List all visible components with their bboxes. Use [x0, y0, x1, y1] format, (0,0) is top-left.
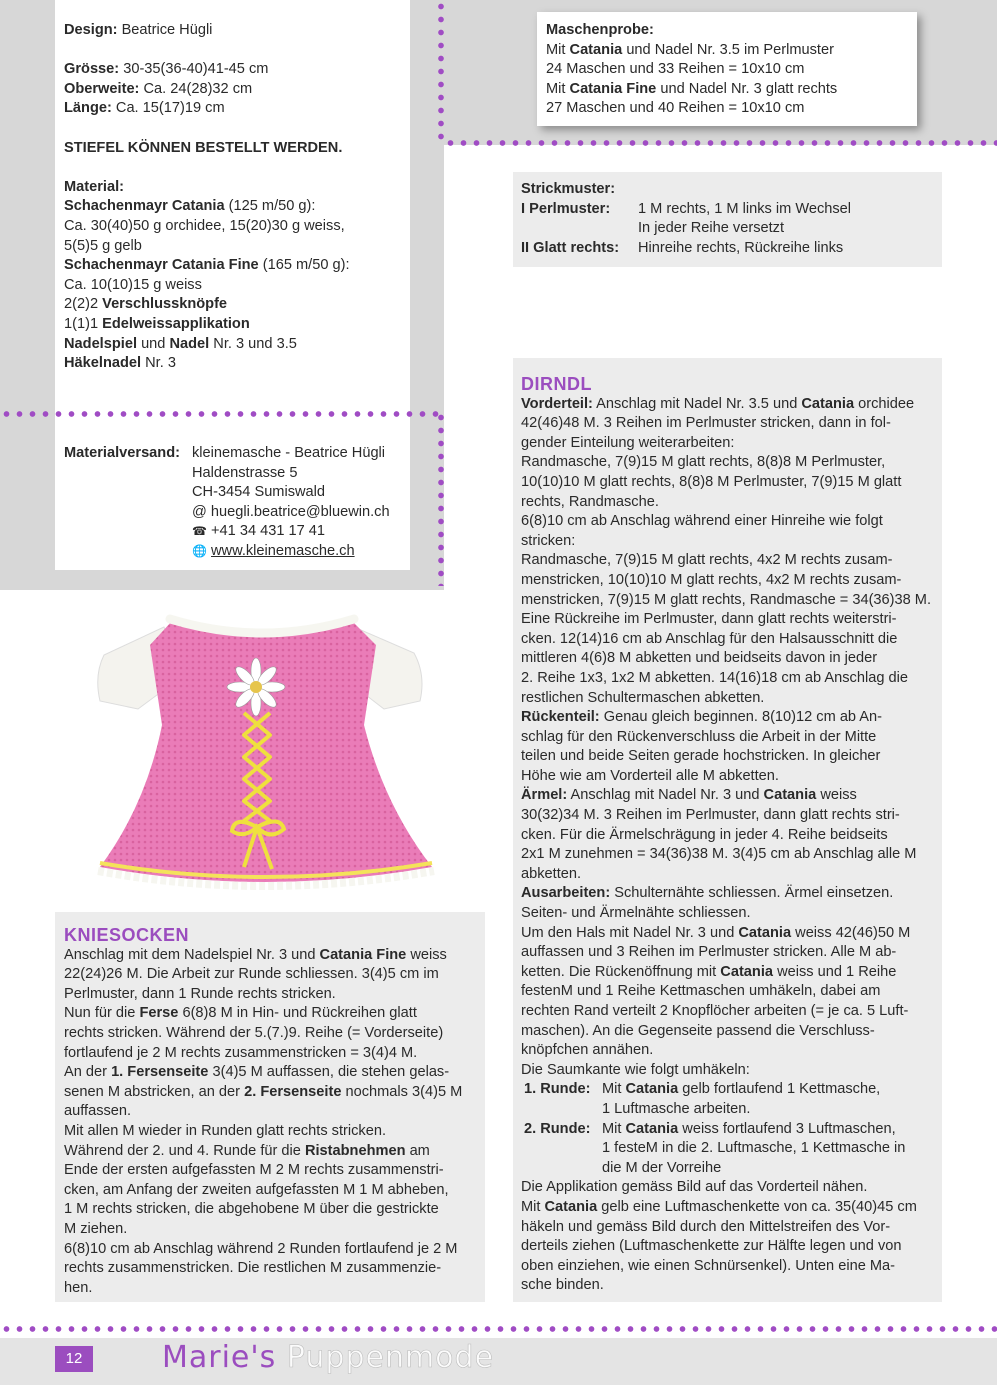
info-text: Design: Beatrice Hügli Grösse: 30-35(36-40)41-45 cm Oberweite: Ca. 24(28)32 cm Länge: Ca. 15(17)19 cm STIEFEL KÖNNEN BESTELLT WERDEN. Material: Schachenmayr Catania (125 m/50 g): Ca. 30(40)50 g orchidee, 15(20)30 g weiss, 5(5)5 g gelb Schachenmayr Catania Fine (165 m/50 g): Ca. 10(10)15 g weiss 2(2)2 Verschlussknöpfe 1(1)1 Edelweissapplikation Nadelspiel und Nadel Nr. 3 und 3.5 Häkelnadel Nr. 3 — [64, 21, 409, 374]
round-2: 2. Runde: Mit Catania weiss fortlaufend 3 Luftmaschen, — [524, 1120, 896, 1137]
text-line: auffassen und 3 Reihen im Perlmuster stricken. Alle M ab- — [521, 944, 897, 961]
text-line: Perlmuster, dann 1 Runde rechts stricken. — [64, 985, 336, 1002]
text-line: 42(46)48 M. 3 Reihen im Perlmuster stricken, dann in fol- — [521, 415, 891, 432]
text-line: An der 1. Fersenseite 3(4)5 M auffassen, die stehen gelas- — [64, 1064, 450, 1081]
text-line: 6(8)10 cm ab Anschlag während 2 Runden fortlaufend je 2 M — [64, 1240, 458, 1257]
phone-icon: ☎ — [192, 524, 207, 539]
text-line: Um den Hals mit Nadel Nr. 3 und Catania weiss 42(46)50 M — [521, 924, 911, 941]
text-line: 22(24)26 M. Die Arbeit zur Runde schliessen. 3(4)5 cm im — [64, 966, 439, 983]
footer-bar — [0, 1338, 997, 1385]
text-line: Ende der ersten aufgefassten M 2 M rechts zusammenstri- — [64, 1162, 444, 1179]
text-line: Randmasche, 7(9)15 M glatt rechts, 4x2 M rechts zusam- — [521, 552, 893, 569]
text-line: knöpfchen annähen. — [521, 1042, 654, 1059]
text-line: 1 M rechts stricken, die abgehobene M über die gestrickte — [64, 1201, 439, 1218]
gray-frame-left-top — [0, 0, 55, 420]
dirndl-section: DIRNDL Vorderteil: Anschlag mit Nadel Nr. 3.5 und Catania orchidee 42(46)48 M. 3 Reihen im Perlmuster stricken, dann in fol- gender Einteilung weiterarbeiten: Randmasche, 7(9)15 M glatt rechts, 8(8)8 M Perlmuster, 10(10)10 M glatt rechts, 8(8)8 M Perlmuster, 7(9)15 M glatt rechts, Randmasche. 6(8)10 cm ab Anschlag während einer Hinreihe wie folgt stricken: Randmasche, 7(9)15 M glatt rechts, 4x2 M rechts zusam- menstricken, 10(10)10 M glatt rechts, 4x2 M rechts zusam- menstricken, 7(9)15 M glatt rechts, Randmasche = 34(36)38 M. Eine Rückreihe im Perlmuster, dann glatt rechts weiterstri- cken. 12(14)16 cm ab Anschlag für den Halsausschnitt die mittleren 4(6)8 M abketten und beidseits davon in jeder 2. Reihe 1x3, 1x2 M abketten. 14(16)18 cm ab Anschlag die restlichen Schultermaschen abketten. Rückenteil: Genau gleich beginnen. 8(10)12 cm ab An- schlag für den Rückenverschluss die Arbeit in der Mitte teilen und beide Seiten gerade hochstricken. In gleicher Höhe wie am Vorderteil alle M abketten. Ärmel: Anschlag mit Nadel Nr. 3 und Catania weiss 30(32)34 M. 3 Reihen im Perlmuster, dann glatt rechts stri- cken. Für die Ärmelschrägung in jeder 4. Reihe beidseits 2x1 M zunehmen = 34(36)38 M. 3(4)5 cm ab Anschlag alle M abketten. Ausarbeiten: Schulternähte schliessen. Ärmel einsetzen. Seiten- und Ärmelnähte schliessen. Um den Hals mit Nadel Nr. 3 und Catania weiss 42(46)50 M auffassen und 3 Reihen im Perlmuster stricken. Alle M ab- ketten. Die Rückenöffnung mit Catania weiss und 1 Reihe festenM und 1 Reihe Kettmaschen umhäkeln, dabei am rechten Rand verteilt 2 Knopflöcher arbeiten (= je ca. 5 Luft- maschen). An die Gegenseite passend die Verschluss- knöpfchen annähen. Die Saumkante wie folgt umhäkeln: 1. Runde: Mit Catania gelb fortlaufend 1 Kettmasche, 1 Luftmasche arbeiten. 2. Runde: Mit Catania weiss fortlaufend 3 Luftmaschen, 1 festeM in die 2. Luftmasche, 1 Kettmasche in die M der Vorreihe Die Applikation gemäss Bild auf das Vorderteil nähen. Mit Catania gelb eine Luftmaschenkette von ca. 35(40)45 cm häkeln und gemäss Bild durch den Mittelstreifen des Vor- derteils ziehen (Luftmaschenkette zur Hälfte legen und von oben einziehen, wie einen Schnürsenkel). Unten eine Ma- sche binden. — [521, 375, 934, 1296]
text-line: Anschlag mit dem Nadelspiel Nr. 3 und Catania Fine weiss — [64, 946, 447, 963]
text-line: teilen und beide Seiten gerade hochstricken. In gleicher — [521, 748, 881, 765]
text-line: menstricken, 7(9)15 M glatt rechts, Randmasche = 34(36)38 M. — [521, 591, 932, 608]
text-line: Mit allen M wieder in Runden glatt rechts stricken. — [64, 1122, 387, 1139]
text-line: abketten. — [521, 865, 582, 882]
footer-brand: Marie's Puppenmode — [162, 1340, 495, 1375]
text-line: 2x1 M zunehmen = 34(36)38 M. 3(4)5 cm ab Anschlag alle M — [521, 846, 917, 863]
text-line: gender Einteilung weiterarbeiten: — [521, 434, 735, 451]
gauge-text: Maschenprobe: Mit Catania und Nadel Nr. 3.5 im Perlmuster 24 Maschen und 33 Reihen = 10x10 cm Mit Catania Fine und Nadel Nr. 3 glatt rechts 27 Maschen und 40 Reihen = 10x10 cm — [546, 22, 838, 117]
pattern-text: Strickmuster: I Perlmuster: 1 M rechts, 1 M links im Wechsel In jeder Reihe versetzt II Glatt rechts: Hinreihe rechts, Rückreihe links — [521, 181, 852, 256]
text-line: derteils ziehen (Luftmaschenkette zur Hälfte legen und von — [521, 1238, 902, 1255]
gray-frame-mid-bottom — [0, 570, 444, 590]
text-line: auffassen. — [64, 1103, 132, 1120]
text-line: menstricken, 10(10)10 M glatt rechts, 4x2 M rechts zusam- — [521, 571, 902, 588]
text-line: cken, am Anfang der zweiten aufgefassten M 1 M abheben, — [64, 1181, 449, 1198]
text-line: fortlaufend je 2 M rechts zusammenstricken = 3(4)4 M. — [64, 1044, 418, 1061]
text-line: Randmasche, 7(9)15 M glatt rechts, 8(8)8 M Perlmuster, — [521, 454, 886, 471]
phone-number: +41 34 431 17 41 — [211, 523, 326, 540]
text-line: Seiten- und Ärmelnähte schliessen. — [521, 905, 751, 922]
gray-frame-right-edge — [967, 0, 997, 145]
text-line: rechts zusammenstricken. Die restlichen M zusammenzie- — [64, 1260, 442, 1277]
dirndl-title: DIRNDL — [521, 374, 592, 394]
text-line: restlichen Schultermaschen abketten. — [521, 689, 765, 706]
text-line: cken. Für die Ärmelschrägung in jeder 4. Reihe beidseits — [521, 826, 888, 843]
text-line: Höhe wie am Vorderteil alle M abketten. — [521, 767, 779, 784]
text-line: schlag für den Rückenverschluss die Arbeit in der Mitte — [521, 728, 877, 745]
website-link[interactable]: www.kleinemasche.ch — [211, 542, 355, 559]
text-line: 10(10)10 M glatt rechts, 8(8)8 M Perlmuster, 7(9)15 M glatt — [521, 473, 902, 490]
dotted-line-vertical-mid — [438, 411, 444, 586]
text-line: festenM und 1 Reihe Kettmaschen umhäkeln, dabei am — [521, 983, 881, 1000]
notice: STIEFEL KÖNNEN BESTELLT WERDEN. — [64, 139, 343, 156]
text-line: Die Applikation gemäss Bild auf das Vorderteil nähen. — [521, 1179, 868, 1196]
text-line: mittleren 4(6)8 M abketten und beidseits davon in jeder — [521, 650, 878, 667]
gray-frame-mid-left — [0, 420, 55, 590]
text-line: senen M abstricken, an der 2. Fersenseite nochmals 3(4)5 M — [64, 1083, 463, 1100]
kniesocken-title: KNIESOCKEN — [64, 925, 190, 945]
text-line: Ärmel: Anschlag mit Nadel Nr. 3 und Catania weiss — [521, 787, 857, 804]
text-line: Während der 2. und 4. Runde für die Ristabnehmen am — [64, 1142, 430, 1159]
web-icon: 🌐 — [192, 543, 207, 558]
text-line: sche binden. — [521, 1277, 604, 1294]
text-line: hen. — [64, 1279, 93, 1296]
text-line: Eine Rückreihe im Perlmuster, dann glatt rechts weiterstri- — [521, 611, 897, 628]
text-line: häkeln und gemäss Bild durch den Mittelstreifen des Vor- — [521, 1218, 891, 1235]
text-line: cken. 12(14)16 cm ab Anschlag für den Halsausschnitt die — [521, 630, 898, 647]
shipping-text: Materialversand: kleinemasche - Beatrice Hügli Haldenstrasse 5 CH-3454 Sumiswald @ huegli.beatrice@bluewin.ch ☎ +41 34 431 17 41 🌐 www.kleinemasche.ch — [64, 444, 409, 562]
email-icon: @ — [192, 503, 207, 520]
text-line: oben einziehen, wie einen Schnürsenkel). Unten eine Ma- — [521, 1257, 895, 1274]
text-line: Ausarbeiten: Schulternähte schliessen. Ärmel einsetzen. — [521, 885, 894, 902]
text-line: rechten Rand verteilt 2 Knopflöcher arbeiten (= je ca. 5 Luft- — [521, 1003, 909, 1019]
text-line: Rückenteil: Genau gleich beginnen. 8(10)12 cm ab An- — [521, 709, 883, 726]
text-line: Die Saumkante wie folgt umhäkeln: — [521, 1061, 750, 1078]
dotted-line-vertical-top — [438, 0, 444, 145]
text-line: 30(32)34 M. 3 Reihen im Perlmuster, dann glatt rechts stri- — [521, 807, 900, 824]
dotted-line-horizontal-right — [444, 140, 997, 146]
email-link[interactable]: huegli.beatrice@bluewin.ch — [210, 503, 390, 520]
round-1: 1. Runde: Mit Catania gelb fortlaufend 1 Kettmasche, — [524, 1081, 881, 1098]
dotted-line-horizontal-left — [0, 411, 444, 417]
text-line: Mit Catania gelb eine Luftmaschenkette von ca. 35(40)45 cm — [521, 1198, 917, 1215]
text-line: rechts, Randmasche. — [521, 493, 659, 510]
text-line: maschen). An die Gegenseite passend die Verschluss- — [521, 1022, 875, 1039]
page-number-badge: 12 — [55, 1346, 93, 1372]
text-line: stricken: — [521, 532, 576, 549]
text-line: rechts stricken. Während der 5.(7.)9. Reihe (= Vorderseite) — [64, 1024, 444, 1041]
text-line: Vorderteil: Anschlag mit Nadel Nr. 3.5 und Catania orchidee — [521, 395, 915, 412]
text-line: Nun für die Ferse 6(8)8 M in Hin- und Rückreihen glatt — [64, 1005, 417, 1022]
kniesocken-section — [64, 926, 477, 1298]
text-line: 2. Reihe 1x3, 1x2 M abketten. 14(16)18 cm ab Anschlag die — [521, 669, 908, 686]
dirndl-photo — [94, 605, 440, 905]
dotted-line-footer — [0, 1326, 997, 1332]
text-line: 6(8)10 cm ab Anschlag während einer Hinreihe wie folgt — [521, 513, 883, 530]
text-line: ketten. Die Rückenöffnung mit Catania weiss und 1 Reihe — [521, 963, 897, 980]
text-line: M ziehen. — [64, 1220, 128, 1237]
